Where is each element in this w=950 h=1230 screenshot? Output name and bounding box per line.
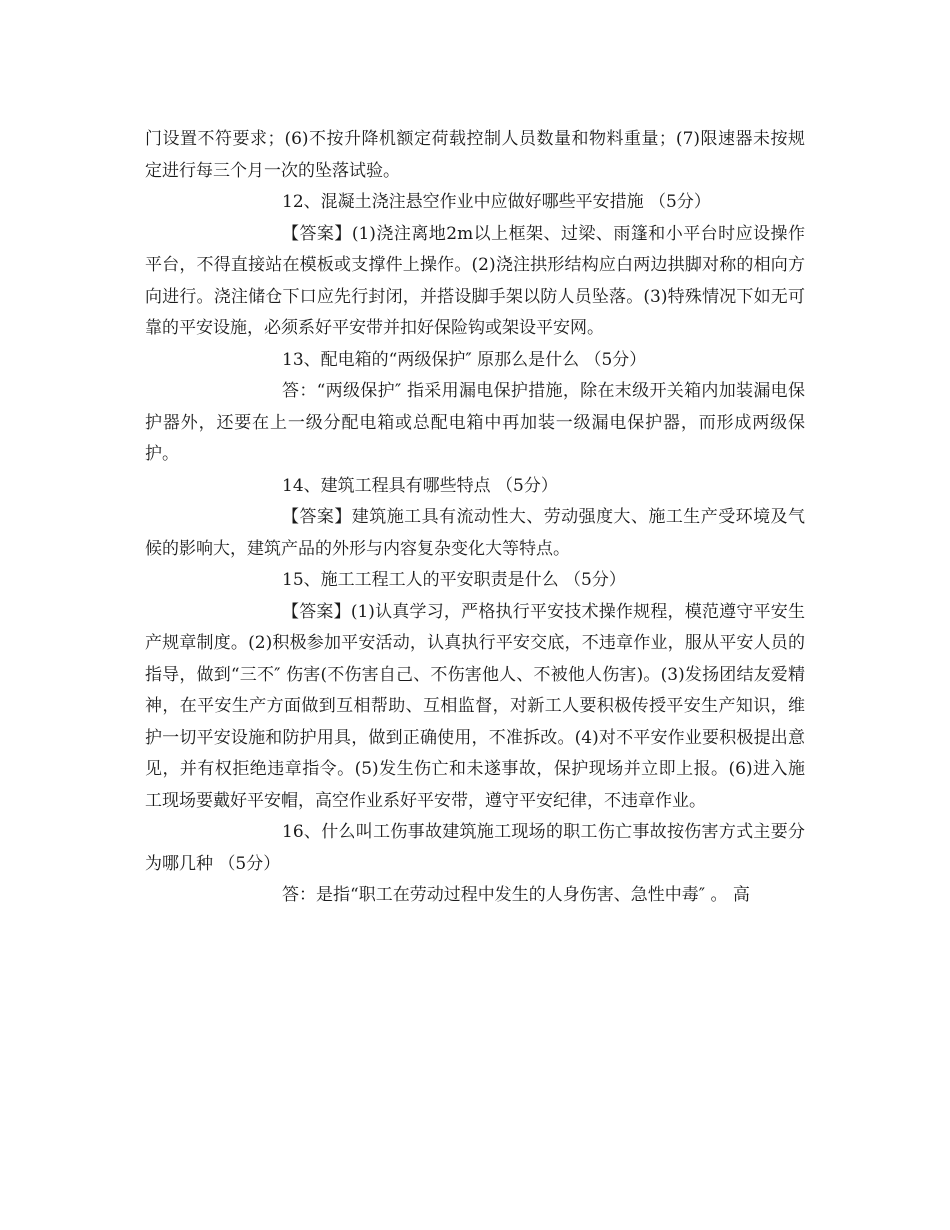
question-14: 14、建筑工程具有哪些特点 （5分） xyxy=(282,475,558,496)
question-12: 12、混凝土浇注悬空作业中应做好哪些平安措施 （5分） xyxy=(282,192,711,212)
answer-14: 【答案】建筑施工具有流动性大、劳动强度大、施工生产受环境及气候的影响大，建筑产品的外形与内容复杂变化大等特点。 xyxy=(145,507,805,559)
document-body xyxy=(145,124,805,912)
answer-12: 【答案】(1)浇注离地2m以上框架、过梁、雨篷和小平台时应设操作平台，不得直接站在模板或支撑件上操作。(2)浇注拱形结构应白两边拱脚对称的相向方向进行。浇注储仓下口应先行封闭，并搭设脚手架以防人员坠落。(3)特殊情况下如无可靠的平安设施，必须系好平安带并扣好保险钩或架设平安网。 xyxy=(145,223,805,338)
paragraph-continuation: 门设置不符要求；(6)不按升降机额定荷载控制人员数量和物料重量；(7)限速器未按规定进行每三个月一次的坠落试验。 xyxy=(145,129,805,181)
answer-13: 答：“两级保护″ 指采用漏电保护措施，除在末级开关箱内加装漏电保护器外，还要在上一级分配电箱或总配电箱中再加装一级漏电保护器，而形成两级保护。 xyxy=(145,381,805,464)
answer-16: 答：是指“职工在劳动过程中发生的人身伤害、急性中毒″ 。 高 xyxy=(282,885,750,905)
question-13: 13、配电箱的“两级保护″ 原那么是什么 （5分） xyxy=(282,349,647,370)
question-16: 16、什么叫工伤事故建筑施工现场的职工伤亡事故按伤害方式主要分为哪几种 （5分） xyxy=(145,822,805,874)
answer-15: 【答案】(1)认真学习，严格执行平安技术操作规程，模范遵守平安生产规章制度。(2)积极参加平安活动，认真执行平安交底，不违章作业，服从平安人员的指导，做到“三不″ 伤害(不伤害自己、不伤害他人、不被他人伤害)。(3)发扬团结友爱精神，在平安生产方面做到互相帮助、互相监督，对新工人要积极传授平安生产知识，维护一切平安设施和防护用具，做到正确使用，不准拆改。(4)对不平安作业要积极提出意见，并有权拒绝违章指令。(5)发生伤亡和未遂事故，保护现场并立即上报。(6)进入施工现场要戴好平安帽，高空作业系好平安带，遵守平安纪律，不违章作业。 xyxy=(145,601,805,811)
question-15: 15、施工工程工人的平安职责是什么 （5分） xyxy=(282,570,626,590)
